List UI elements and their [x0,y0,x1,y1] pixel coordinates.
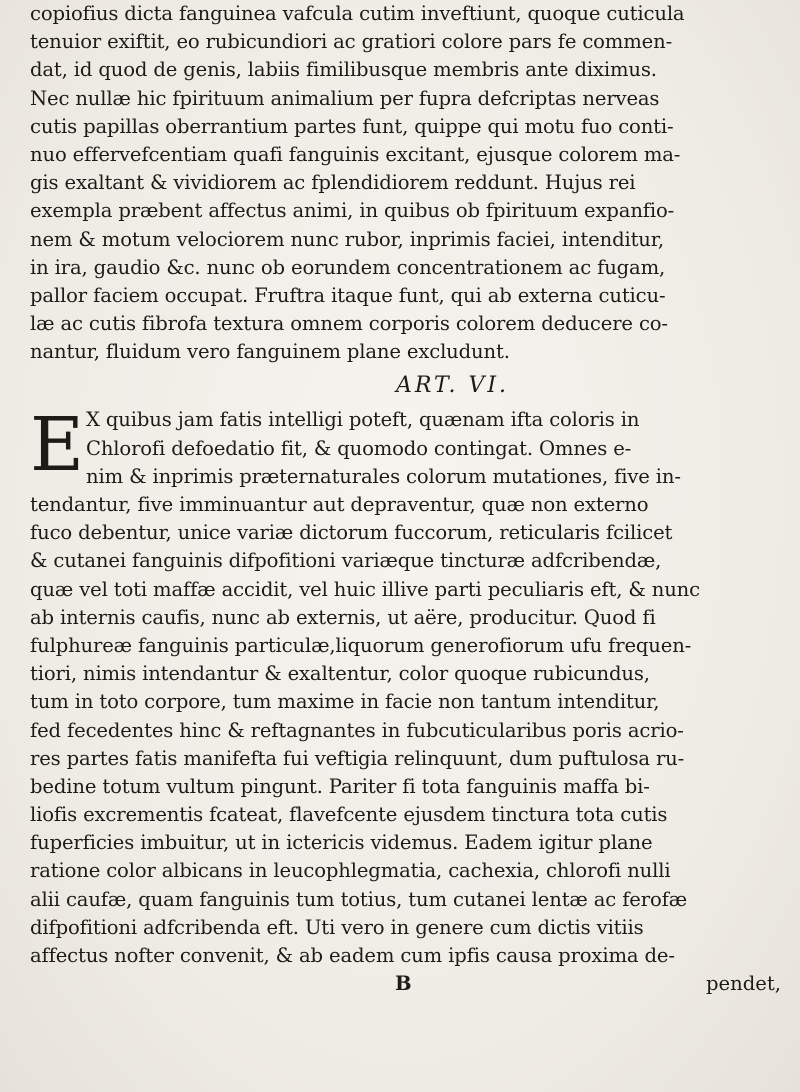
text-block [30,0,785,998]
text-line: exempla præbent affectus animi, in quibus ob fpirituum expanfio- [30,199,675,223]
text-line: difpofitioni adfcribenda eft. Uti vero in genere cum dictis vitiis [30,915,644,939]
text-line: in ira, gaudio &c. nunc ob eorundem concentrationem ac fugam, [30,255,666,279]
text-line: nem & motum velociorem nunc rubor, inprimis faciei, intenditur, [30,227,664,251]
text-line: Nec nullæ hic fpirituum animalium per fupra defcriptas nerveas [30,86,660,110]
text-line: res partes fatis manifefta fui veftigia relinquunt, dum puftulosa ru- [30,746,685,770]
text-line: dat, id quod de genis, labiis fimilibusque membris ante diximus. [30,58,657,82]
section-heading: ART. VI. [395,373,510,399]
text-line: copiofius dicta fanguinea vafcula cutim inveftiunt, quoque cuticula [30,2,685,25]
text-line: nuo effervefcentiam quafi fanguinis excitant, ejusque colorem ma- [30,142,681,166]
signature-mark: B [395,972,412,996]
text-line: quæ vel toti maffæ accidit, vel huic illive parti peculiaris eft, & nunc [30,577,700,601]
text-line: ab internis caufis, nunc ab externis, ut aëre, producitur. Quod fi [30,605,656,629]
text-line: cutis papillas oberrantium partes funt, quippe qui motu fuo conti- [30,114,674,138]
text-line: fed fecedentes hinc & reftagnantes in fubcuticularibus poris acrio- [30,718,684,742]
text-line: tum in toto corpore, tum maxime in facie non tantum intenditur, [30,690,660,714]
text-line: pallor faciem occupat. Fruftra itaque funt, qui ab externa cuticu- [30,283,666,307]
text-line: alii caufæ, quam fanguinis tum totius, tum cutanei lentæ ac ferofæ [30,887,687,911]
paragraph-2 [30,402,785,970]
text-line: fuco debentur, unice variæ dictorum fuccorum, reticularis fcilicet [30,521,673,545]
text-line: læ ac cutis fibrofa textura omnem corporis colorem deducere co- [30,312,668,336]
text-line: nantur, fluidum vero fanguinem plane excludunt. [30,340,510,364]
text-line: ratione color albicans in leucophlegmatia, cachexia, chlorofi nulli [30,859,671,883]
text-line: Chlorofi defoedatio fit, & quomodo contingat. Omnes e- [86,436,632,460]
text-line: X quibus jam fatis intelligi poteft, quænam ifta coloris in [86,408,640,432]
drop-cap: E [30,402,85,489]
text-line: liofis excrementis fcateat, flavefcente ejusdem tinctura tota cutis [30,803,668,827]
catchword: pendet, [706,972,781,996]
text-line: gis exaltant & vividiorem ac fplendidiorem reddunt. Hujus rei [30,171,636,195]
page-footer [30,970,785,998]
paragraph-1 [30,0,785,366]
text-line: & cutanei fanguinis difpofitioni variæque tincturæ adfcribendæ, [30,549,662,573]
text-line: fuperficies imbuitur, ut in ictericis videmus. Eadem igitur plane [30,831,653,855]
text-line: fulphureæ fanguinis particulæ,liquorum generofiorum ufu frequen- [30,633,692,657]
text-line: nim & inprimis præternaturales colorum mutationes, five in- [86,464,681,488]
text-line: affectus nofter convenit, & ab eadem cum ipfis causa proxima de- [30,944,675,967]
text-line: tiori, nimis intendantur & exaltentur, color quoque rubicundus, [30,662,650,686]
text-line: tendantur, five imminuantur aut depraventur, quæ non externo [30,493,649,516]
text-line: tenuior exiftit, eo rubicundiori ac gratiori colore pars fe commen- [30,30,673,54]
text-line: bedine totum vultum pingunt. Pariter fi tota fanguinis maffa bi- [30,774,650,798]
